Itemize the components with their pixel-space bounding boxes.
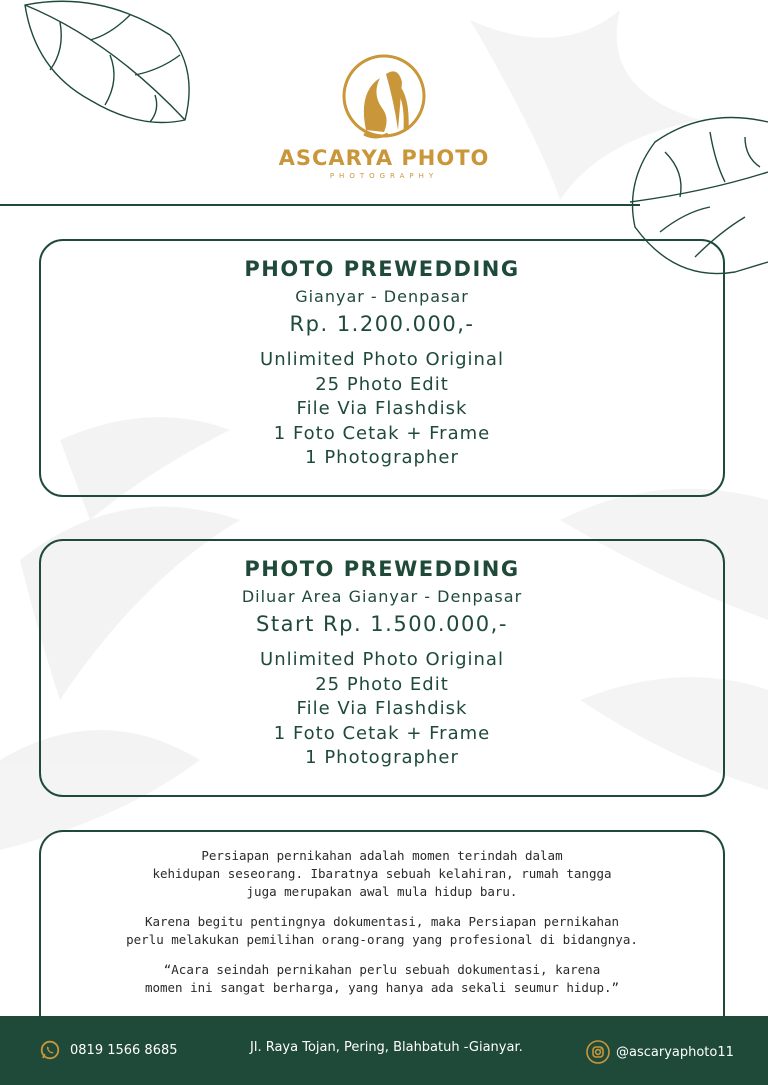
header-divider	[0, 204, 640, 206]
feature-item: 25 Photo Edit	[315, 673, 449, 695]
footer-instagram[interactable]	[586, 1040, 734, 1064]
text-line: perlu melakukan pemilihan orang-orang yang profesional di bidangnya.	[126, 932, 638, 947]
feature-item: 1 Photographer	[305, 447, 459, 468]
package-card-2	[39, 539, 725, 797]
feature-item: 1 Foto Cetak + Frame	[273, 422, 491, 444]
package-area: Gianyar - Denpasar	[295, 287, 469, 306]
text-line: momen ini sangat berharga, yang hanya ada sekali seumur hidup.”	[144, 980, 620, 995]
text-line: juga merupakan awal mula hidup baru.	[246, 884, 518, 899]
brand-tagline: PHOTOGRAPHY	[329, 172, 439, 180]
text-line: “Acara seindah pernikahan perlu sebuah dokumentasi, karena	[163, 962, 601, 977]
footer-bar	[0, 1016, 768, 1085]
package-card-1	[39, 239, 725, 497]
brand-name: ASCARYA PHOTO	[278, 146, 490, 170]
instagram-icon	[586, 1040, 610, 1064]
package-price: Rp. 1.200.000,-	[289, 312, 475, 336]
package-feature-list	[41, 648, 723, 771]
text-line: Persiapan pernikahan adalah momen terindah dalam	[201, 848, 563, 863]
footer-phone[interactable]	[40, 1040, 178, 1060]
feature-item: 25 Photo Edit	[315, 373, 449, 395]
feature-item: 1 Foto Cetak + Frame	[273, 722, 491, 744]
description-paragraph-1	[41, 847, 723, 901]
address-text: Jl. Raya Tojan, Pering, Blahbatuh -Gianyar.	[250, 1040, 523, 1055]
package-feature-list	[41, 348, 723, 471]
whatsapp-icon	[40, 1040, 60, 1060]
package-price: Start Rp. 1.500.000,-	[256, 612, 508, 636]
phone-number: 0819 1566 8685	[70, 1042, 178, 1058]
package-area: Diluar Area Gianyar - Denpasar	[241, 587, 523, 606]
brand-logo	[0, 52, 768, 180]
package-title: PHOTO PREWEDDING	[244, 557, 520, 581]
footer-address	[250, 1040, 523, 1055]
text-line: kehidupan seseorang. Ibaratnya sebuah kelahiran, rumah tangga	[152, 866, 612, 881]
package-title: PHOTO PREWEDDING	[244, 257, 520, 281]
feature-item: Unlimited Photo Original	[260, 349, 504, 370]
instagram-handle: @ascaryaphoto11	[616, 1044, 734, 1060]
feature-item: Unlimited Photo Original	[260, 649, 504, 670]
description-quote	[41, 961, 723, 997]
logo-monogram-icon	[336, 52, 432, 144]
text-line: Karena begitu pentingnya dokumentasi, maka Persiapan pernikahan	[144, 914, 620, 929]
feature-item: File Via Flashdisk	[296, 398, 468, 419]
description-card	[39, 830, 725, 1030]
description-paragraph-2	[41, 913, 723, 949]
feature-item: 1 Photographer	[305, 747, 459, 768]
feature-item: File Via Flashdisk	[296, 698, 468, 719]
